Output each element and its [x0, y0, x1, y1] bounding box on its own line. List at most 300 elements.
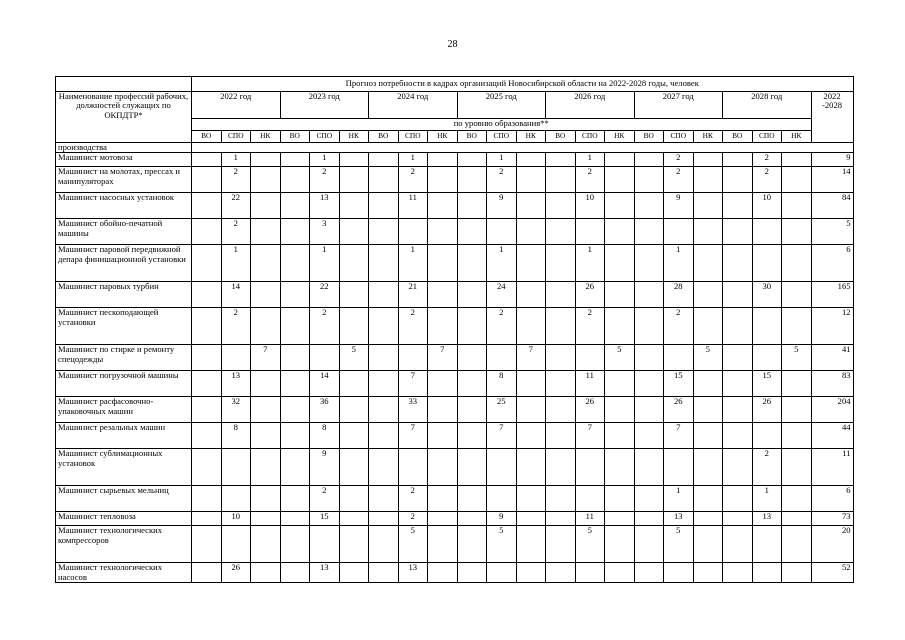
value-cell: [693, 526, 723, 563]
value-cell: [516, 219, 546, 245]
value-cell: [723, 563, 753, 583]
value-cell: 2: [575, 167, 605, 193]
value-cell: 2: [221, 167, 251, 193]
profession-name: Машинист сырьевых мельниц: [56, 486, 192, 512]
value-cell: [546, 486, 576, 512]
value-cell: [634, 193, 664, 219]
value-cell: 11: [575, 512, 605, 526]
value-cell: [339, 245, 369, 282]
value-cell: [339, 449, 369, 486]
value-cell: [192, 153, 222, 167]
value-cell: [280, 308, 310, 345]
table-row: [56, 563, 854, 583]
value-cell: [221, 526, 251, 563]
name-column-header: Наименование профессий рабочих, должностей служащих по ОКПДТР*: [56, 92, 192, 143]
value-cell: [369, 308, 399, 345]
value-cell: 2: [398, 486, 428, 512]
total-cell: 44: [811, 423, 853, 449]
value-cell: [516, 153, 546, 167]
value-cell: 3: [310, 219, 340, 245]
education-level-label: СПО: [310, 131, 340, 143]
table-row: [56, 219, 854, 245]
value-cell: 11: [398, 193, 428, 219]
value-cell: 28: [664, 282, 694, 308]
year-header: 2028 год: [723, 92, 812, 119]
page-number: 28: [447, 39, 458, 50]
value-cell: 10: [221, 512, 251, 526]
value-cell: [339, 563, 369, 583]
value-cell: [634, 397, 664, 423]
value-cell: [634, 345, 664, 371]
value-cell: [605, 526, 635, 563]
value-cell: [516, 371, 546, 397]
value-cell: [546, 563, 576, 583]
value-cell: [251, 282, 281, 308]
total-cell: 14: [811, 167, 853, 193]
value-cell: [634, 153, 664, 167]
value-cell: 33: [398, 397, 428, 423]
education-level-label: ВО: [723, 131, 753, 143]
value-cell: 1: [310, 245, 340, 282]
table-row: [56, 371, 854, 397]
value-cell: [693, 563, 723, 583]
value-cell: [251, 423, 281, 449]
value-cell: 8: [487, 371, 517, 397]
value-cell: [516, 193, 546, 219]
value-cell: [192, 449, 222, 486]
table-row: [56, 245, 854, 282]
value-cell: [605, 308, 635, 345]
value-cell: 7: [428, 345, 458, 371]
year-header: 2026 год: [546, 92, 635, 119]
value-cell: [251, 486, 281, 512]
value-cell: [634, 245, 664, 282]
value-cell: 2: [664, 153, 694, 167]
table-row: [56, 345, 854, 371]
value-cell: [693, 245, 723, 282]
value-cell: [339, 193, 369, 219]
value-cell: 13: [752, 512, 782, 526]
value-cell: 5: [339, 345, 369, 371]
value-cell: [192, 345, 222, 371]
value-cell: 2: [398, 167, 428, 193]
value-cell: [782, 371, 812, 397]
profession-name: Машинист паровой передвижной депара финишационной установки: [56, 245, 192, 282]
value-cell: 2: [310, 167, 340, 193]
value-cell: [546, 282, 576, 308]
value-cell: [251, 512, 281, 526]
value-cell: [487, 345, 517, 371]
value-cell: [457, 371, 487, 397]
value-cell: [280, 449, 310, 486]
value-cell: [723, 486, 753, 512]
value-cell: [782, 512, 812, 526]
value-cell: [428, 449, 458, 486]
value-cell: [782, 449, 812, 486]
value-cell: [192, 486, 222, 512]
value-cell: [280, 345, 310, 371]
table-row: [56, 167, 854, 193]
value-cell: [369, 167, 399, 193]
value-cell: 32: [221, 397, 251, 423]
value-cell: [605, 512, 635, 526]
value-cell: [280, 153, 310, 167]
value-cell: [752, 345, 782, 371]
value-cell: [339, 486, 369, 512]
value-cell: [251, 308, 281, 345]
value-cell: 25: [487, 397, 517, 423]
value-cell: [457, 526, 487, 563]
section-label: производства: [56, 143, 192, 153]
value-cell: 13: [664, 512, 694, 526]
value-cell: [457, 449, 487, 486]
value-cell: 13: [310, 193, 340, 219]
value-cell: 2: [221, 308, 251, 345]
value-cell: 1: [221, 153, 251, 167]
education-level-label: НК: [782, 131, 812, 143]
value-cell: [428, 153, 458, 167]
value-cell: [339, 512, 369, 526]
value-cell: 15: [664, 371, 694, 397]
value-cell: [221, 486, 251, 512]
value-cell: [782, 397, 812, 423]
value-cell: [693, 167, 723, 193]
value-cell: [428, 397, 458, 423]
value-cell: [457, 308, 487, 345]
value-cell: [516, 308, 546, 345]
value-cell: [723, 153, 753, 167]
education-level-label: СПО: [398, 131, 428, 143]
year-header: 2027 год: [634, 92, 723, 119]
education-level-label: СПО: [752, 131, 782, 143]
value-cell: [192, 423, 222, 449]
value-cell: 1: [575, 153, 605, 167]
value-cell: 1: [664, 245, 694, 282]
value-cell: [605, 245, 635, 282]
value-cell: [487, 563, 517, 583]
value-cell: [546, 449, 576, 486]
value-cell: 22: [310, 282, 340, 308]
value-cell: [369, 526, 399, 563]
total-cell: 52: [811, 563, 853, 583]
value-cell: [782, 153, 812, 167]
value-cell: [428, 219, 458, 245]
value-cell: [428, 512, 458, 526]
value-cell: 2: [221, 219, 251, 245]
value-cell: [369, 423, 399, 449]
value-cell: [782, 282, 812, 308]
value-cell: [575, 563, 605, 583]
total-cell: 9: [811, 153, 853, 167]
value-cell: [516, 526, 546, 563]
year-header: 2025 год: [457, 92, 546, 119]
value-cell: [516, 167, 546, 193]
value-cell: [605, 153, 635, 167]
value-cell: [516, 397, 546, 423]
value-cell: 24: [487, 282, 517, 308]
value-cell: [369, 371, 399, 397]
value-cell: [251, 167, 281, 193]
value-cell: 5: [605, 345, 635, 371]
value-cell: 14: [310, 371, 340, 397]
value-cell: [782, 245, 812, 282]
value-cell: 1: [398, 153, 428, 167]
value-cell: [782, 526, 812, 563]
value-cell: [369, 486, 399, 512]
education-level-label: СПО: [575, 131, 605, 143]
education-level-label: ВО: [546, 131, 576, 143]
education-level-label: НК: [693, 131, 723, 143]
total-cell: 204: [811, 397, 853, 423]
value-cell: 1: [487, 245, 517, 282]
total-cell: 11: [811, 449, 853, 486]
value-cell: [634, 423, 664, 449]
value-cell: [428, 486, 458, 512]
year-header: 2023 год: [280, 92, 369, 119]
value-cell: [575, 219, 605, 245]
value-cell: [369, 245, 399, 282]
value-cell: [693, 512, 723, 526]
value-cell: [546, 308, 576, 345]
value-cell: 22: [221, 193, 251, 219]
value-cell: [634, 486, 664, 512]
value-cell: [221, 449, 251, 486]
value-cell: 7: [516, 345, 546, 371]
value-cell: [634, 219, 664, 245]
value-cell: [339, 371, 369, 397]
value-cell: [280, 563, 310, 583]
value-cell: 1: [310, 153, 340, 167]
table-row: [56, 486, 854, 512]
value-cell: [398, 449, 428, 486]
value-cell: [605, 397, 635, 423]
value-cell: 5: [575, 526, 605, 563]
profession-name: Машинист обойно-печатной машины: [56, 219, 192, 245]
value-cell: [723, 167, 753, 193]
section-row: [56, 143, 854, 153]
value-cell: 26: [221, 563, 251, 583]
value-cell: [634, 526, 664, 563]
value-cell: [693, 423, 723, 449]
table-row: [56, 282, 854, 308]
value-cell: 5: [664, 526, 694, 563]
profession-name: Машинист расфасовочно-упаковочных машин: [56, 397, 192, 423]
value-cell: [339, 167, 369, 193]
profession-name: Машинист погрузочной машины: [56, 371, 192, 397]
value-cell: [251, 219, 281, 245]
profession-name: Машинист паровых турбин: [56, 282, 192, 308]
value-cell: 15: [752, 371, 782, 397]
value-cell: [280, 397, 310, 423]
value-cell: [634, 167, 664, 193]
year-header: 2022 год: [192, 92, 281, 119]
education-level-label: ВО: [634, 131, 664, 143]
value-cell: [634, 282, 664, 308]
value-cell: [605, 282, 635, 308]
education-level-label: НК: [428, 131, 458, 143]
value-cell: 7: [251, 345, 281, 371]
value-cell: [369, 449, 399, 486]
value-cell: [723, 397, 753, 423]
value-cell: [428, 193, 458, 219]
value-cell: [457, 563, 487, 583]
value-cell: [457, 153, 487, 167]
value-cell: [192, 371, 222, 397]
value-cell: [192, 308, 222, 345]
value-cell: [605, 423, 635, 449]
value-cell: [369, 512, 399, 526]
value-cell: [575, 345, 605, 371]
value-cell: [280, 282, 310, 308]
value-cell: 2: [487, 167, 517, 193]
value-cell: [457, 423, 487, 449]
value-cell: [664, 563, 694, 583]
header-corner-cell: [56, 77, 192, 92]
value-cell: 1: [398, 245, 428, 282]
profession-name: Машинист по стирке и ремонту спецодежды: [56, 345, 192, 371]
value-cell: [693, 153, 723, 167]
value-cell: [428, 526, 458, 563]
value-cell: 13: [310, 563, 340, 583]
value-cell: [369, 397, 399, 423]
value-cell: [546, 371, 576, 397]
value-cell: 2: [575, 308, 605, 345]
value-cell: 1: [664, 486, 694, 512]
education-level-label: НК: [339, 131, 369, 143]
education-level-label: НК: [251, 131, 281, 143]
total-cell: 84: [811, 193, 853, 219]
table-row: [56, 423, 854, 449]
value-cell: [369, 563, 399, 583]
value-cell: [428, 371, 458, 397]
value-cell: 7: [487, 423, 517, 449]
profession-name: Машинист сублимационных установок: [56, 449, 192, 486]
value-cell: [457, 512, 487, 526]
value-cell: [192, 282, 222, 308]
value-cell: [723, 423, 753, 449]
value-cell: 7: [575, 423, 605, 449]
value-cell: [339, 219, 369, 245]
value-cell: 1: [575, 245, 605, 282]
value-cell: 5: [782, 345, 812, 371]
year-header: 2024 год: [369, 92, 458, 119]
value-cell: [634, 449, 664, 486]
value-cell: [280, 526, 310, 563]
value-cell: [752, 423, 782, 449]
value-cell: [251, 153, 281, 167]
education-level-caption: по уровню образования**: [192, 119, 812, 131]
value-cell: [457, 167, 487, 193]
value-cell: [339, 526, 369, 563]
value-cell: [516, 512, 546, 526]
value-cell: [516, 423, 546, 449]
value-cell: 7: [398, 423, 428, 449]
value-cell: [280, 371, 310, 397]
value-cell: [339, 397, 369, 423]
value-cell: [192, 167, 222, 193]
value-cell: [280, 245, 310, 282]
table-row: [56, 512, 854, 526]
value-cell: 2: [310, 486, 340, 512]
value-cell: 26: [575, 282, 605, 308]
value-cell: 5: [693, 345, 723, 371]
value-cell: [487, 449, 517, 486]
value-cell: [192, 245, 222, 282]
value-cell: [664, 345, 694, 371]
value-cell: [339, 423, 369, 449]
value-cell: [398, 219, 428, 245]
education-level-label: ВО: [280, 131, 310, 143]
value-cell: [516, 449, 546, 486]
table-row: [56, 153, 854, 167]
value-cell: [605, 563, 635, 583]
value-cell: [457, 219, 487, 245]
value-cell: [251, 245, 281, 282]
value-cell: [428, 423, 458, 449]
profession-name: Машинист на молотах, прессах и манипуляторах: [56, 167, 192, 193]
value-cell: [664, 449, 694, 486]
total-cell: 165: [811, 282, 853, 308]
total-cell: 83: [811, 371, 853, 397]
value-cell: [546, 526, 576, 563]
total-column-header: 2022 -2028: [811, 92, 853, 143]
value-cell: [280, 193, 310, 219]
value-cell: 21: [398, 282, 428, 308]
value-cell: [516, 245, 546, 282]
value-cell: [605, 219, 635, 245]
value-cell: [782, 423, 812, 449]
value-cell: [369, 193, 399, 219]
value-cell: [516, 282, 546, 308]
value-cell: 13: [398, 563, 428, 583]
education-level-label: СПО: [221, 131, 251, 143]
value-cell: 2: [398, 308, 428, 345]
value-cell: [457, 486, 487, 512]
value-cell: [664, 219, 694, 245]
value-cell: [782, 563, 812, 583]
forecast-table: [55, 76, 854, 583]
total-cell: 5: [811, 219, 853, 245]
profession-name: Машинист тепловоза: [56, 512, 192, 526]
value-cell: 15: [310, 512, 340, 526]
header-year-row: [56, 92, 854, 119]
value-cell: 9: [487, 512, 517, 526]
value-cell: [339, 153, 369, 167]
value-cell: [693, 308, 723, 345]
value-cell: [782, 219, 812, 245]
value-cell: [752, 219, 782, 245]
value-cell: 26: [664, 397, 694, 423]
value-cell: 10: [575, 193, 605, 219]
value-cell: 13: [221, 371, 251, 397]
education-level-label: СПО: [487, 131, 517, 143]
value-cell: [723, 193, 753, 219]
value-cell: [723, 449, 753, 486]
value-cell: [457, 245, 487, 282]
value-cell: 2: [487, 308, 517, 345]
education-level-label: ВО: [457, 131, 487, 143]
value-cell: 14: [221, 282, 251, 308]
value-cell: 2: [752, 449, 782, 486]
table-row: [56, 308, 854, 345]
value-cell: [575, 449, 605, 486]
value-cell: [782, 308, 812, 345]
value-cell: [723, 245, 753, 282]
value-cell: [723, 345, 753, 371]
value-cell: [723, 512, 753, 526]
value-cell: 36: [310, 397, 340, 423]
education-level-label: СПО: [664, 131, 694, 143]
